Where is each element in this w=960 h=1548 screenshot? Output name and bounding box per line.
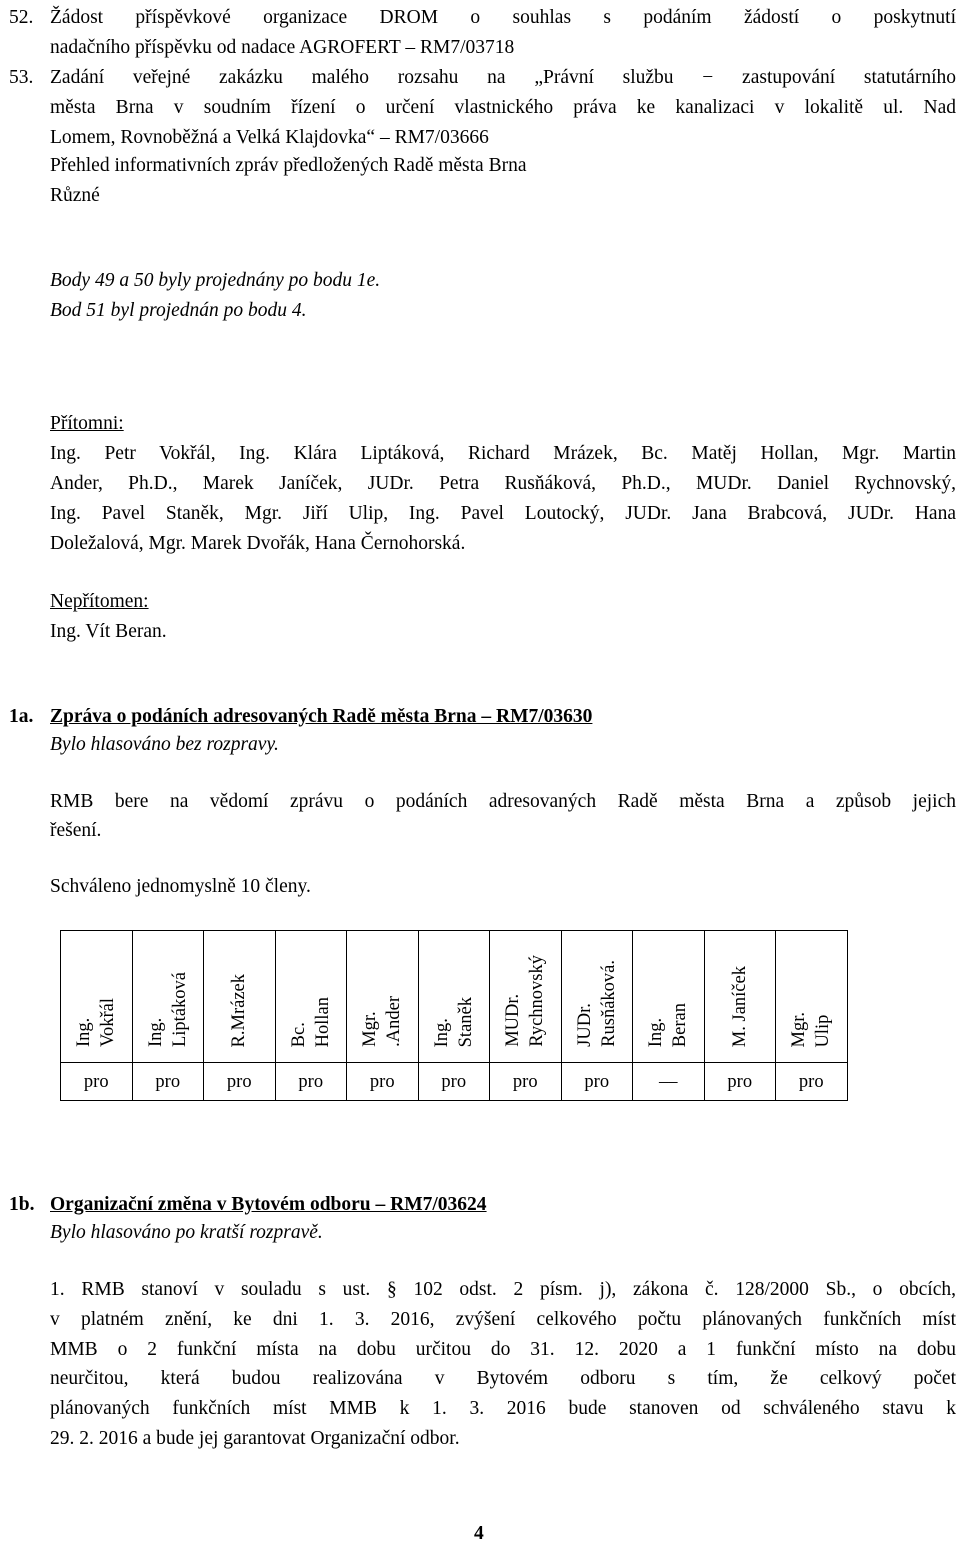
section-1a-voting-note: Bylo hlasováno bez rozpravy. [50, 734, 279, 755]
vote-value: pro [61, 1063, 133, 1101]
absent-names: Ing. Vít Beran. [50, 621, 167, 642]
vote-value: pro [275, 1063, 347, 1101]
vote-name-cell [132, 931, 204, 1063]
vote-name: Ing. Vokřál [74, 998, 119, 1047]
agenda-item-53-line3: Lomem, Rovnoběžná a Velká Klajdovka“ – RM7/03666 [50, 127, 489, 148]
vote-table-values-row [61, 1063, 848, 1101]
note-items-49-50: Body 49 a 50 byly projednány po bodu 1e. [50, 270, 381, 291]
vote-value: pro [204, 1063, 276, 1101]
agenda-overview: Přehled informativních zpráv předložených Radě města Brna [50, 155, 527, 176]
agenda-misc: Různé [50, 185, 100, 206]
section-1a-approved: Schváleno jednomyslně 10 členy. [50, 876, 311, 897]
agenda-item-52-line2: nadačního příspěvku od nadace AGROFERT – RM7/03718 [50, 37, 515, 58]
absent-label: Nepřítomen: [50, 591, 149, 612]
page-number: 4 [474, 1523, 484, 1544]
vote-name-cell [275, 931, 347, 1063]
vote-name: Mgr. Ulip [789, 1011, 834, 1047]
present-line-4: Doležalová, Mgr. Marek Dvořák, Hana Černohorská. [50, 533, 466, 554]
section-1b-line2: v platném znění, ke dni 1. 3. 2016, zvýšení celkového počtu plánovaných funkčních míst [50, 1309, 956, 1330]
vote-name: Bc. Hollan [288, 996, 333, 1047]
vote-value: pro [418, 1063, 490, 1101]
section-1b-line6: 29. 2. 2016 a bude jej garantovat Organizační odbor. [50, 1428, 460, 1449]
vote-value: pro [490, 1063, 562, 1101]
note-item-51: Bod 51 byl projednán po bodu 4. [50, 300, 307, 321]
agenda-item-52-line1: 52. Žádost příspěvkové organizace DROM o souhlas s podáním žádostí o poskytnutí [9, 4, 956, 32]
vote-name: Mgr. .Ander [360, 996, 405, 1047]
agenda-item-53-line2: města Brna v soudním řízení o určení vlastnického práva ke kanalizaci v lokalitě ul. Nad [50, 97, 956, 118]
section-1b-number: 1b. [9, 1194, 35, 1215]
section-1a-title: Zpráva o podáních adresovaných Radě města Brna – RM7/03630 [50, 706, 593, 727]
vote-name-cell [347, 931, 419, 1063]
vote-value: pro [561, 1063, 633, 1101]
section-1b-voting-note: Bylo hlasováno po kratší rozpravě. [50, 1222, 323, 1243]
present-line-1: Ing. Petr Vokřál, Ing. Klára Liptáková, Richard Mrázek, Bc. Matěj Hollan, Mgr. Martin [50, 443, 956, 464]
vote-name-cell [490, 931, 562, 1063]
agenda-item-53-line1: 53. Zadání veřejné zakázku malého rozsahu na „Právní službu − zastupování statutárního [9, 64, 956, 92]
vote-name: Ing. Staněk [431, 996, 476, 1047]
vote-name: R.Mrázek [229, 973, 250, 1047]
vote-value: –– [633, 1063, 705, 1101]
section-1b-title: Organizační změna v Bytovém odboru – RM7/03624 [50, 1194, 487, 1215]
section-1b-line1: 1. RMB stanoví v souladu s ust. § 102 odst. 2 písm. j), zákona č. 128/2000 Sb., o obcích, [50, 1279, 956, 1300]
vote-name-cell [204, 931, 276, 1063]
vote-name: MUDr. Rychnovský [503, 955, 548, 1047]
vote-value: pro [347, 1063, 419, 1101]
vote-name: Ing. Liptáková [145, 971, 190, 1047]
section-1b-line4: neurčitou, která budou realizována v Bytovém odboru s tím, že celkový počet [50, 1368, 956, 1389]
vote-name-cell [561, 931, 633, 1063]
agenda-item-52-number: 52. [9, 7, 34, 28]
vote-value: pro [132, 1063, 204, 1101]
section-1b-line3: MMB o 2 funkční místa na dobu určitou do 31. 12. 2020 a 1 funkční místo na dobu [50, 1339, 956, 1360]
vote-name: Ing. Beran [646, 1002, 691, 1047]
vote-name: M. Janíček [729, 965, 750, 1047]
vote-name-cell [776, 931, 848, 1063]
vote-name-cell [704, 931, 776, 1063]
section-1a-resolution-line2: řešení. [50, 820, 102, 841]
present-label: Přítomni: [50, 413, 124, 434]
vote-name-cell [418, 931, 490, 1063]
vote-value: pro [776, 1063, 848, 1101]
vote-table-names-row [61, 931, 848, 1063]
vote-name-cell [61, 931, 133, 1063]
agenda-item-53-number: 53. [9, 67, 34, 88]
vote-name: JUDr. Rusňáková. [574, 960, 619, 1047]
vote-table [60, 930, 848, 1101]
section-1a-resolution-line1: RMB bere na vědomí zprávu o podáních adresovaných Radě města Brna a způsob jejich [50, 791, 956, 812]
present-line-3: Ing. Pavel Staněk, Mgr. Jiří Ulip, Ing. Pavel Loutocký, JUDr. Jana Brabcová, JUDr. Hana [50, 503, 956, 524]
section-1a-number: 1a. [9, 706, 34, 727]
vote-value: pro [704, 1063, 776, 1101]
vote-name-cell [633, 931, 705, 1063]
section-1b-line5: plánovaných funkčních míst MMB k 1. 3. 2016 bude stanoven od schváleného stavu k [50, 1398, 956, 1419]
present-line-2: Ander, Ph.D., Marek Janíček, JUDr. Petra Rusňáková, Ph.D., MUDr. Daniel Rychnovský, [50, 473, 956, 494]
